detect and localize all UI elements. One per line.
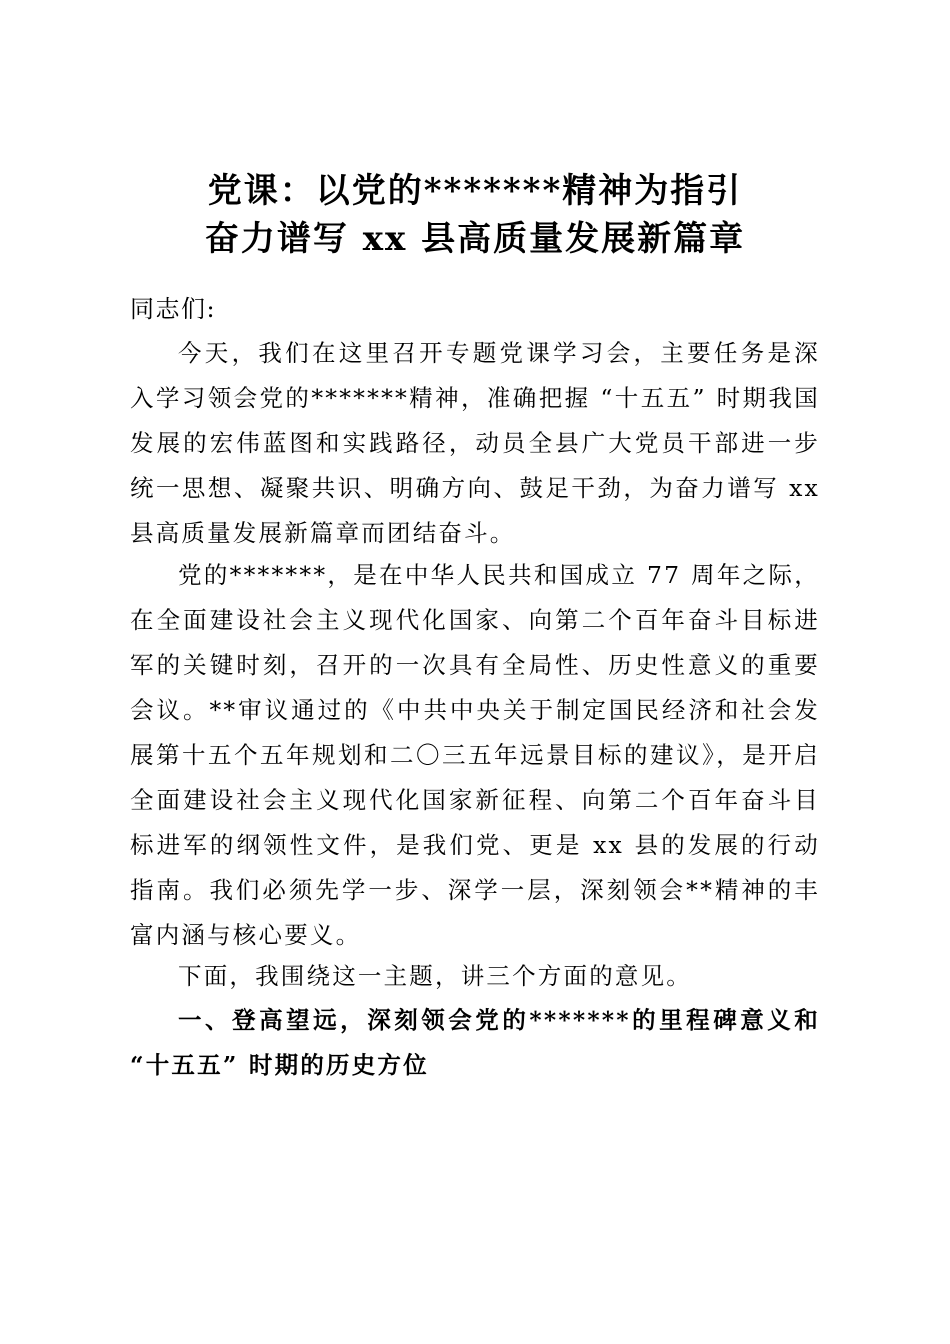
salutation: 同志们:	[130, 295, 217, 323]
paragraph-3: 下面，我围绕这一主题，讲三个方面的意见。	[178, 962, 692, 990]
document-title-line-1: 党课：以党的*******精神为指引	[207, 171, 743, 211]
document-title-line-2: 奋力谱写 xx 县高质量发展新篇章	[204, 219, 746, 259]
paragraph-2: 党的*******，是在中华人民共和国成立 77 周年之际，在全面建设社会主义现代化国家、向第二个百年奋斗目标进军的关键时刻，召开的一次具有全局性、历史性意义的重要会议。**审议通过的《中共中央关于制定国民经济和社会发展第十五个五年规划和二〇三五年远景目标的建议》，是开启全面建设社会主义现代化国家新征程、向第二个百年奋斗目标进军的纲领性文件，是我们党、更是 xx 县的发展的行动指南。我们必须先学一步、深学一层，深刻领会**精神的丰富内涵与核心要义。	[130, 561, 820, 949]
section-heading-1: 一、登高望远，深刻领会党的*******的里程碑意义和 “十五五” 时期的历史方位	[130, 1006, 820, 1079]
paragraph-1: 今天，我们在这里召开专题党课学习会，主要任务是深入学习领会党的*******精神，准确把握 “十五五” 时期我国发展的宏伟蓝图和实践路径，动员全县广大党员干部进一步统一思想、凝聚共识、明确方向、鼓足干劲，为奋力谱写 xx 县高质量发展新篇章而团结奋斗。	[130, 339, 820, 547]
